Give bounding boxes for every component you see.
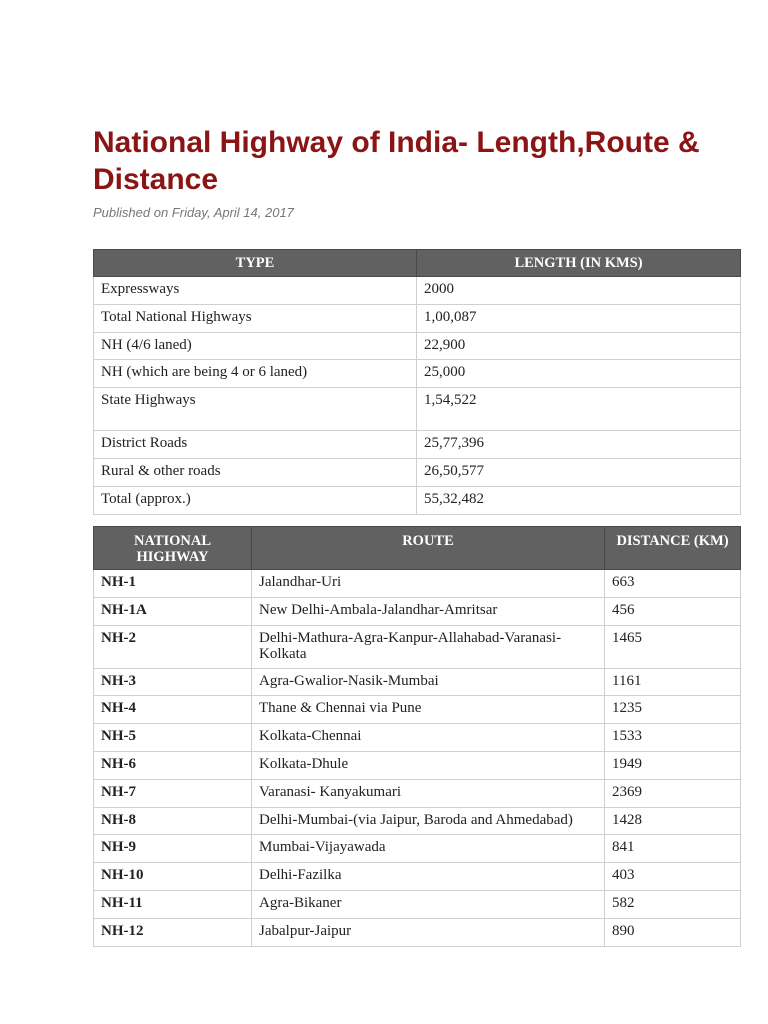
distance-cell: 2369 [605, 779, 741, 807]
route-cell: Kolkata-Dhule [252, 751, 605, 779]
highway-cell: NH-1A [94, 597, 252, 625]
route-cell: Thane & Chennai via Pune [252, 696, 605, 724]
published-date [93, 205, 294, 220]
length-cell: 25,77,396 [417, 431, 741, 459]
route-cell: New Delhi-Ambala-Jalandhar-Amritsar [252, 597, 605, 625]
distance-cell: 663 [605, 570, 741, 598]
table-row [94, 458, 741, 486]
road-type-cell: Expressways [94, 277, 417, 305]
page-title: National Highway of India- Length,Route & Distance [93, 126, 700, 196]
table-row [94, 835, 741, 863]
distance-cell: 1533 [605, 724, 741, 752]
route-cell: Delhi-Mumbai-(via Jaipur, Baroda and Ahmedabad) [252, 807, 605, 835]
table-row [94, 570, 741, 598]
table-row [94, 807, 741, 835]
table-row [94, 597, 741, 625]
distance-cell: 456 [605, 597, 741, 625]
route-cell: Kolkata-Chennai [252, 724, 605, 752]
length-cell: 2000 [417, 277, 741, 305]
route-cell: Jabalpur-Jaipur [252, 918, 605, 946]
distance-cell: 582 [605, 890, 741, 918]
table-row [94, 918, 741, 946]
column-header-distance: DISTANCE (KM) [605, 527, 741, 570]
highway-cell: NH-4 [94, 696, 252, 724]
route-cell: Agra-Bikaner [252, 890, 605, 918]
table-row [94, 360, 741, 388]
highway-cell: NH-1 [94, 570, 252, 598]
highway-cell: NH-3 [94, 668, 252, 696]
table-row [94, 779, 741, 807]
published-label: Published on [93, 205, 169, 220]
route-cell: Delhi-Fazilka [252, 863, 605, 891]
road-type-cell: Total (approx.) [94, 486, 417, 514]
road-type-cell: District Roads [94, 431, 417, 459]
route-cell: Varanasi- Kanyakumari [252, 779, 605, 807]
column-header-type: TYPE [94, 250, 417, 277]
highway-cell: NH-12 [94, 918, 252, 946]
distance-cell: 1465 [605, 625, 741, 668]
table-row [94, 486, 741, 514]
length-cell: 1,00,087 [417, 304, 741, 332]
table-header-row [94, 527, 741, 570]
route-cell: Agra-Gwalior-Nasik-Mumbai [252, 668, 605, 696]
published-date-value: Friday, April 14, 2017 [171, 205, 294, 220]
route-cell: Delhi-Mathura-Agra-Kanpur-Allahabad-Varanasi-Kolkata [252, 625, 605, 668]
route-cell: Jalandhar-Uri [252, 570, 605, 598]
distance-cell: 1235 [605, 696, 741, 724]
table-row [94, 890, 741, 918]
highway-cell: NH-2 [94, 625, 252, 668]
table-row [94, 696, 741, 724]
length-cell: 22,900 [417, 332, 741, 360]
table-row [94, 724, 741, 752]
road-type-cell: NH (which are being 4 or 6 laned) [94, 360, 417, 388]
distance-cell: 403 [605, 863, 741, 891]
table-header-row [94, 250, 741, 277]
road-type-cell: Rural & other roads [94, 458, 417, 486]
table-row [94, 431, 741, 459]
length-cell: 1,54,522 [417, 388, 741, 431]
column-header-national-highway: NATIONAL HIGHWAY [94, 527, 252, 570]
distance-cell: 1161 [605, 668, 741, 696]
road-type-cell: State Highways [94, 388, 417, 431]
road-type-cell: NH (4/6 laned) [94, 332, 417, 360]
distance-cell: 1428 [605, 807, 741, 835]
table-row [94, 751, 741, 779]
highway-cell: NH-7 [94, 779, 252, 807]
table-row [94, 863, 741, 891]
column-header-length: LENGTH (IN KMS) [417, 250, 741, 277]
table-row [94, 625, 741, 668]
national-highway-table [93, 526, 741, 947]
table-row [94, 332, 741, 360]
length-cell: 55,32,482 [417, 486, 741, 514]
table-row [94, 388, 741, 431]
distance-cell: 1949 [605, 751, 741, 779]
distance-cell: 841 [605, 835, 741, 863]
highway-cell: NH-10 [94, 863, 252, 891]
route-cell: Mumbai-Vijayawada [252, 835, 605, 863]
length-cell: 25,000 [417, 360, 741, 388]
table-row [94, 668, 741, 696]
column-header-route: ROUTE [252, 527, 605, 570]
road-type-cell: Total National Highways [94, 304, 417, 332]
highway-cell: NH-6 [94, 751, 252, 779]
highway-cell: NH-5 [94, 724, 252, 752]
highway-cell: NH-11 [94, 890, 252, 918]
table-row [94, 304, 741, 332]
road-type-table [93, 249, 741, 515]
table-row [94, 277, 741, 305]
length-cell: 26,50,577 [417, 458, 741, 486]
highway-cell: NH-8 [94, 807, 252, 835]
highway-cell: NH-9 [94, 835, 252, 863]
distance-cell: 890 [605, 918, 741, 946]
